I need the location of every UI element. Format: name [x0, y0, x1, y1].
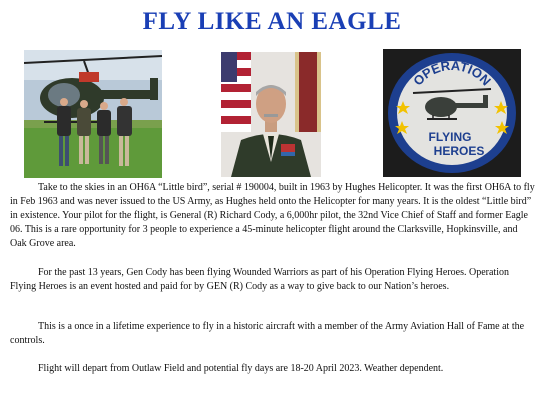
paragraph-flight-description: Take to the skies in an OH6A “Little bird”, serial # 190004, built in 1963 by Hughes Helicopter. It was the first OH6A to fly in Feb 1963 and was never issued to the US Army, as Hughes held onto the Helicopter for many years. It is the oldest “Little bird” in existence. Your pilot for the flight, is General (R) Richard Cody, a 6,000hr pilot, the 32nd Vice Chief of Staff and former Eagle 06. This is a rare opportunity for 3 people to experience a 45-minute helicopter flight around the Clarksville, Hopkinsville, and Oak Grove area.: [10, 182, 535, 249]
helicopter-group-photo: [24, 50, 162, 178]
general-portrait-photo: [221, 52, 321, 177]
paragraph-once-in-lifetime: This is a once in a lifetime experience to fly in a historic aircraft with a member of the Army Aviation Hall of Fame at the controls.: [10, 321, 525, 346]
patch-bottom-text-1: FLYING: [428, 130, 472, 144]
patch-bottom-text-2: HEROES: [433, 144, 485, 158]
patch-top-text: OPERATION: [410, 57, 494, 89]
paragraph-operation-flying-heroes: For the past 13 years, Gen Cody has been flying Wounded Warriors as part of his Operation Flying Heroes. Operation Flying Heroes is an event hosted and paid for by GEN (R) Cody as a way to give back to our Nation’s heroes.: [10, 267, 509, 292]
operation-flying-heroes-patch: [383, 49, 521, 177]
page-title: FLY LIKE AN EAGLE: [142, 8, 402, 35]
paragraph-departure-info: Flight will depart from Outlaw Field and potential fly days are 18-20 April 2023. Weather dependent.: [38, 363, 444, 374]
